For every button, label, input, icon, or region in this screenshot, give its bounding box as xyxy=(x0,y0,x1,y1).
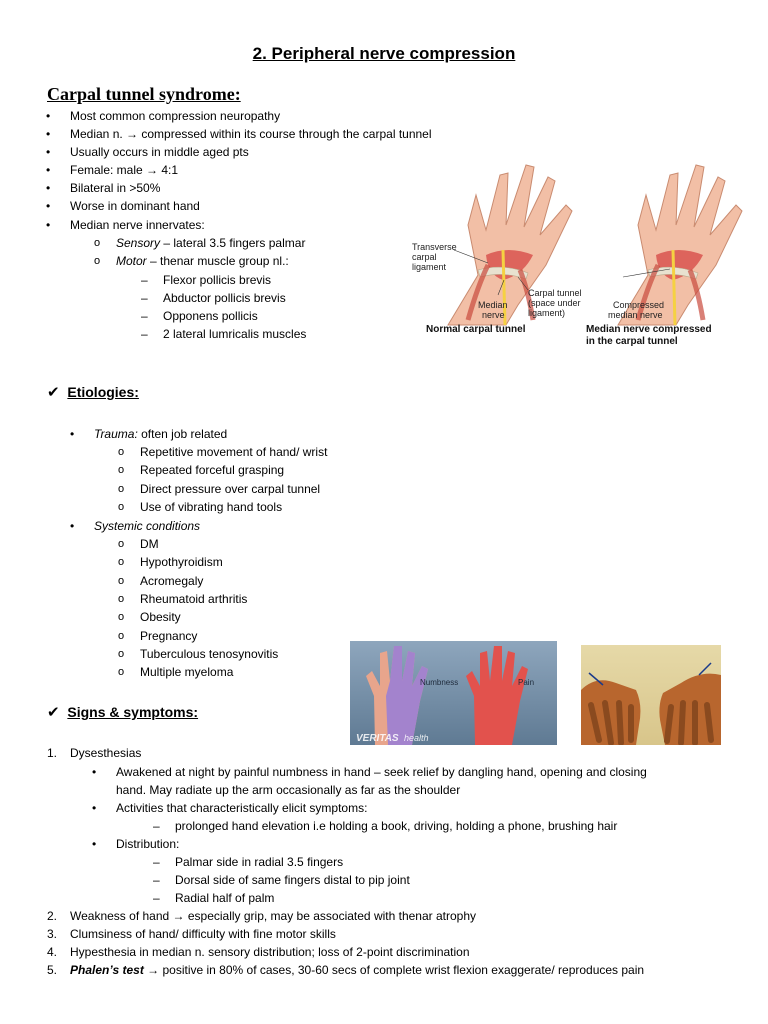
distribution-item: – Radial half of palm xyxy=(175,890,274,906)
cts-bullet: • Median nerve innervates: xyxy=(70,217,205,233)
section-heading-etiologies xyxy=(47,384,139,400)
systemic-item: o Hypothyroidism xyxy=(140,554,223,570)
systemic-item: o Tuberculous tenosynovitis xyxy=(140,646,278,662)
label-tunnel-1: Carpal tunnel xyxy=(528,288,582,298)
label-transverse-3: ligament xyxy=(412,262,447,272)
label-tunnel-2: (space under xyxy=(528,298,581,308)
label-median-1: Median xyxy=(478,300,508,310)
label-compressed-1: Compressed xyxy=(613,300,665,310)
brand-veritas: VERITAS xyxy=(356,733,399,744)
motor-item: – 2 lateral lumricalis muscles xyxy=(163,326,306,342)
systemic-item: o Obesity xyxy=(140,609,181,625)
signs-title: Signs & symptoms: xyxy=(67,704,199,720)
numbness-pain-illustration xyxy=(350,641,557,745)
sensory-text: – lateral 3.5 fingers palmar xyxy=(160,236,306,250)
page-title: 2. Peripheral nerve compression xyxy=(252,44,516,63)
motor-text: – thenar muscle group nl.: xyxy=(146,254,289,268)
number-4: 4. xyxy=(47,945,58,959)
pain-hand xyxy=(466,646,528,745)
awakened-line: • Awakened at night by painful numbness in hand – seek relief by dangling hand, opening and closing xyxy=(116,764,647,780)
sign-item-1: Dysesthesias xyxy=(70,746,142,760)
motor-label: Motor xyxy=(116,254,147,268)
label-transverse-1: Transverse xyxy=(412,242,457,252)
number-1: 1. xyxy=(47,746,58,760)
motor-item: – Abductor pollicis brevis xyxy=(163,290,286,306)
sign-item-5 xyxy=(70,962,644,978)
label-transverse-2: carpal xyxy=(412,252,437,262)
caption-compressed-2: in the carpal tunnel xyxy=(586,336,678,347)
caption-compressed-1: Median nerve compressed xyxy=(586,324,712,335)
numbness-pain-svg xyxy=(350,641,557,745)
brand-health: health xyxy=(404,733,429,743)
phalen-text: → positive in 80% of cases, 30-60 secs of complete wrist flexion exaggerate/ reproduces pain xyxy=(143,963,645,977)
sign-item-3: Clumsiness of hand/ difficulty with fine motor skills xyxy=(70,927,336,941)
thenar-atrophy-photo xyxy=(581,645,721,745)
trauma-line xyxy=(94,426,227,442)
systemic-item: o Pregnancy xyxy=(140,628,197,644)
section-heading-signs xyxy=(47,704,198,720)
trauma-item: o Direct pressure over carpal tunnel xyxy=(140,481,320,497)
trauma-item: o Repetitive movement of hand/ wrist xyxy=(140,444,327,460)
cts-bullet: • Most common compression neuropathy xyxy=(70,108,280,124)
phalen-label: Phalen’s test xyxy=(70,963,144,977)
section-heading-cts: Carpal tunnel syndrome: xyxy=(47,84,241,104)
motor-item: – Opponens pollicis xyxy=(163,308,258,324)
motor-item: – Flexor pollicis brevis xyxy=(163,272,271,288)
sensory-line xyxy=(116,235,305,251)
activities-sub: – prolonged hand elevation i.e holding a book, driving, holding a phone, brushing hair xyxy=(175,818,617,834)
systemic-item: o DM xyxy=(140,536,159,552)
sign-item-2: Weakness of hand → especially grip, may be associated with thenar atrophy xyxy=(70,909,476,923)
systemic-label: Systemic conditions xyxy=(94,519,201,533)
label-numbness: Numbness xyxy=(420,678,459,687)
trauma-text: often job related xyxy=(137,427,228,441)
trauma-item: o Repeated forceful grasping xyxy=(140,462,284,478)
distribution-line: • Distribution: xyxy=(116,836,179,852)
etiologies-title: Etiologies: xyxy=(67,384,139,400)
caption-normal: Normal carpal tunnel xyxy=(426,324,526,335)
carpal-tunnel-illustration xyxy=(408,155,752,347)
sensory-label: Sensory xyxy=(116,236,161,250)
motor-line xyxy=(116,253,289,269)
label-compressed-2: median nerve xyxy=(608,310,663,320)
checkmark-icon: ✔ xyxy=(47,703,60,721)
cts-bullet: • Female: male → 4:1 xyxy=(70,162,178,178)
label-pain: Pain xyxy=(518,678,535,687)
label-median-2: nerve xyxy=(482,310,505,320)
number-2: 2. xyxy=(47,909,58,923)
activities-line: • Activities that characteristically elicit symptoms: xyxy=(116,800,367,816)
thenar-atrophy-svg xyxy=(581,645,721,745)
cts-bullet: • Worse in dominant hand xyxy=(70,198,200,214)
number-3: 3. xyxy=(47,927,58,941)
awakened-cont: hand. May radiate up the arm occasionally as far as the shoulder xyxy=(116,783,461,797)
trauma-label: Trauma: xyxy=(94,427,138,441)
systemic-line xyxy=(94,518,200,534)
cts-bullet: • Median n. → compressed within its course through the carpal tunnel xyxy=(70,126,432,142)
trauma-item: o Use of vibrating hand tools xyxy=(140,499,282,515)
checkmark-icon: ✔ xyxy=(47,383,60,401)
distribution-item: – Palmar side in radial 3.5 fingers xyxy=(175,854,343,870)
systemic-item: o Rheumatoid arthritis xyxy=(140,591,247,607)
cts-bullet: • Usually occurs in middle aged pts xyxy=(70,144,249,160)
number-5: 5. xyxy=(47,963,58,977)
label-tunnel-3: ligament) xyxy=(528,308,566,318)
systemic-item: o Acromegaly xyxy=(140,573,203,589)
carpal-tunnel-svg xyxy=(408,155,752,347)
cts-bullet: • Bilateral in >50% xyxy=(70,180,160,196)
distribution-item: – Dorsal side of same fingers distal to pip joint xyxy=(175,872,410,888)
numbness-hand xyxy=(366,646,428,745)
systemic-item: o Multiple myeloma xyxy=(140,664,233,680)
sign-item-4: Hypesthesia in median n. sensory distribution; loss of 2-point discrimination xyxy=(70,945,470,959)
